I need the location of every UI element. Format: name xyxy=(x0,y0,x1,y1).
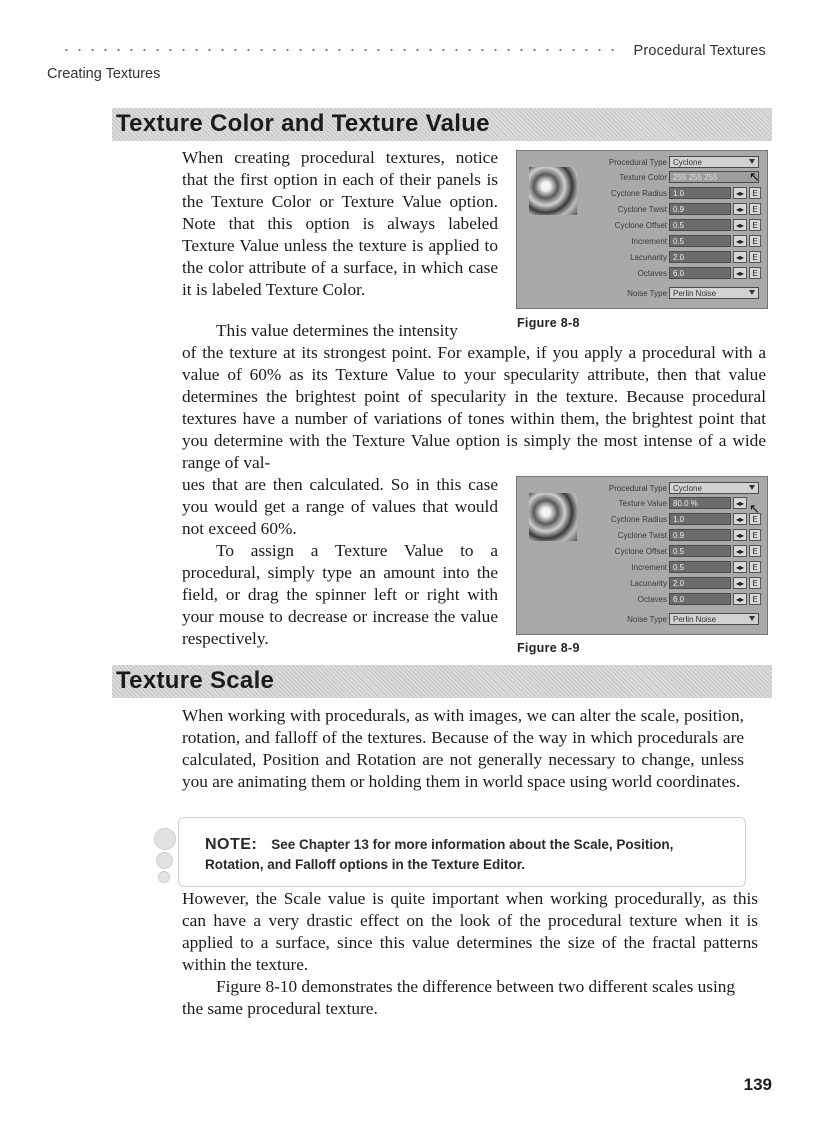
figure-8-8-panel xyxy=(516,150,768,309)
row-cyclone-offset: Cyclone Offset 0.5 ◂▸ E xyxy=(577,545,765,558)
paragraph: To assign a Texture Value to a procedural, simply type an amount into the field, or drag the spinner left or right with your mouse to decrease or increase the value respectively. xyxy=(182,541,498,648)
texture-preview-thumbnail xyxy=(529,167,577,215)
envelope-button[interactable]: E xyxy=(749,235,761,247)
row-lacunarity: Lacunarity 2.0 ◂▸ E xyxy=(577,577,765,590)
row-cyclone-twist: Cyclone Twist 0.9 ◂▸ E xyxy=(577,529,765,542)
cyclone-radius-field[interactable]: 1.0 xyxy=(669,513,731,525)
spinner-icon[interactable]: ◂▸ xyxy=(733,187,747,199)
figure-8-9-panel xyxy=(516,476,768,635)
note-text: NOTE: See Chapter 13 for more information about the Scale, Position, Rotation, and Falloff options in the Texture Editor. xyxy=(205,836,674,872)
envelope-button[interactable]: E xyxy=(749,561,761,573)
spinner-icon[interactable]: ◂▸ xyxy=(733,593,747,605)
chevron-down-icon xyxy=(749,616,755,621)
mouse-cursor-icon: ↖ xyxy=(749,169,760,184)
heading-text: Texture Scale xyxy=(116,667,275,694)
spinner-icon[interactable]: ◂▸ xyxy=(733,219,747,231)
section-heading-texture-scale xyxy=(112,665,772,698)
row-cyclone-radius: Cyclone Radius 1.0 ◂▸ E xyxy=(577,187,765,200)
cyclone-twist-field[interactable]: 0.9 xyxy=(669,203,731,215)
noise-type-select[interactable]: Perlin Noise xyxy=(669,287,759,299)
paragraph: ues that are then calculated. So in this case you would get a range of values that would not exceed 60%. xyxy=(182,475,498,538)
row-lacunarity: Lacunarity 2.0 ◂▸ E xyxy=(577,251,765,264)
paragraph: Figure 8-10 demonstrates the difference between two different scales using the same procedural texture. xyxy=(182,977,736,1018)
envelope-button[interactable]: E xyxy=(749,513,761,525)
row-octaves: Octaves 6.0 ◂▸ E xyxy=(577,267,765,280)
row-cyclone-radius: Cyclone Radius 1.0 ◂▸ E xyxy=(577,513,765,526)
heading-text: Texture Color and Texture Value xyxy=(116,110,490,137)
row-increment: Increment 0.5 ◂▸ E xyxy=(577,235,765,248)
lacunarity-field[interactable]: 2.0 xyxy=(669,577,731,589)
row-procedural-type: Procedural Type Cyclone xyxy=(577,156,765,169)
envelope-button[interactable]: E xyxy=(749,267,761,279)
envelope-button[interactable]: E xyxy=(749,187,761,199)
row-cyclone-twist: Cyclone Twist 0.9 ◂▸ E xyxy=(577,203,765,216)
paragraph: This value determines the intensity xyxy=(216,321,458,340)
running-header xyxy=(60,43,766,61)
envelope-button[interactable]: E xyxy=(749,251,761,263)
procedural-type-select[interactable]: Cyclone xyxy=(669,156,759,168)
spinner-icon[interactable]: ◂▸ xyxy=(733,497,747,509)
octaves-field[interactable]: 6.0 xyxy=(669,267,731,279)
envelope-button[interactable]: E xyxy=(749,529,761,541)
chevron-down-icon xyxy=(749,485,755,490)
figure-caption: Figure 8-9 xyxy=(517,641,580,655)
octaves-field[interactable]: 6.0 xyxy=(669,593,731,605)
spinner-icon[interactable]: ◂▸ xyxy=(733,561,747,573)
cyclone-radius-field[interactable]: 1.0 xyxy=(669,187,731,199)
note-bubbles-icon xyxy=(152,828,176,884)
row-texture-value: Texture Value 80.0 % ◂▸ xyxy=(577,497,765,510)
leader-dots xyxy=(60,49,620,51)
paragraph: When creating procedural textures, notice that the first option in each of their panels is the Texture Color or Texture Value option. Note that this option is always labeled Texture Value unless the texture is applied to the color attribute of a surface, in which case it is labeled Texture Color. xyxy=(182,148,498,299)
noise-type-select[interactable]: Perlin Noise xyxy=(669,613,759,625)
row-increment: Increment 0.5 ◂▸ E xyxy=(577,561,765,574)
chevron-down-icon xyxy=(749,159,755,164)
spinner-icon[interactable]: ◂▸ xyxy=(733,251,747,263)
spinner-icon[interactable]: ◂▸ xyxy=(733,203,747,215)
chevron-down-icon xyxy=(749,290,755,295)
cyclone-offset-field[interactable]: 0.5 xyxy=(669,219,731,231)
spinner-icon[interactable]: ◂▸ xyxy=(733,545,747,557)
page-number: 139 xyxy=(743,1075,772,1094)
envelope-button[interactable]: E xyxy=(749,219,761,231)
spinner-icon[interactable]: ◂▸ xyxy=(733,529,747,541)
texture-value-field[interactable]: 80.0 % xyxy=(669,497,731,509)
row-procedural-type: Procedural Type Cyclone xyxy=(577,482,765,495)
paragraph: However, the Scale value is quite important when working procedurally, as this can have a very drastic effect on the look of the procedural texture when it is applied to a surface, since this value determines the size of the fractal patterns within the texture. xyxy=(182,889,758,974)
section-label: Creating Textures xyxy=(47,66,161,82)
row-noise-type: Noise Type Perlin Noise xyxy=(577,287,765,300)
lacunarity-field[interactable]: 2.0 xyxy=(669,251,731,263)
chapter-title: Procedural Textures xyxy=(633,43,766,59)
procedural-type-select[interactable]: Cyclone xyxy=(669,482,759,494)
cyclone-twist-field[interactable]: 0.9 xyxy=(669,529,731,541)
row-noise-type: Noise Type Perlin Noise xyxy=(577,613,765,626)
envelope-button[interactable]: E xyxy=(749,203,761,215)
spinner-icon[interactable]: ◂▸ xyxy=(733,235,747,247)
cyclone-offset-field[interactable]: 0.5 xyxy=(669,545,731,557)
paragraph: When working with procedurals, as with images, we can alter the scale, position, rotation, and falloff of the textures. Because of the way in which procedurals are calculated, Position and Rotation are not generally necessary to change, unless you are animating them or holding them in world space using world coordinates. xyxy=(182,706,744,791)
texture-preview-thumbnail xyxy=(529,493,577,541)
row-octaves: Octaves 6.0 ◂▸ E xyxy=(577,593,765,606)
note-label: NOTE: xyxy=(205,836,258,853)
increment-field[interactable]: 0.5 xyxy=(669,561,731,573)
figure-caption: Figure 8-8 xyxy=(517,316,580,330)
spinner-icon[interactable]: ◂▸ xyxy=(733,577,747,589)
row-texture-color: Texture Color 255 255 255 xyxy=(577,171,765,184)
envelope-button[interactable]: E xyxy=(749,545,761,557)
section-heading-texture-color xyxy=(112,108,772,141)
envelope-button[interactable]: E xyxy=(749,577,761,589)
envelope-button[interactable]: E xyxy=(749,593,761,605)
spinner-icon[interactable]: ◂▸ xyxy=(733,513,747,525)
texture-color-field[interactable]: 255 255 255 xyxy=(669,171,759,183)
row-cyclone-offset: Cyclone Offset 0.5 ◂▸ E xyxy=(577,219,765,232)
spinner-icon[interactable]: ◂▸ xyxy=(733,267,747,279)
paragraph: of the texture at its strongest point. For example, if you apply a procedural with a value of 60% as its Texture Value to your specularity attribute, then that value determines the brightest point of specularity in the texture. Because procedural textures have a number of variations of tones within them, the brightest point that you determine with the Texture Value option is simply the most intense of a wide range of val- xyxy=(182,343,766,472)
mouse-cursor-icon: ↖ xyxy=(749,501,760,516)
increment-field[interactable]: 0.5 xyxy=(669,235,731,247)
